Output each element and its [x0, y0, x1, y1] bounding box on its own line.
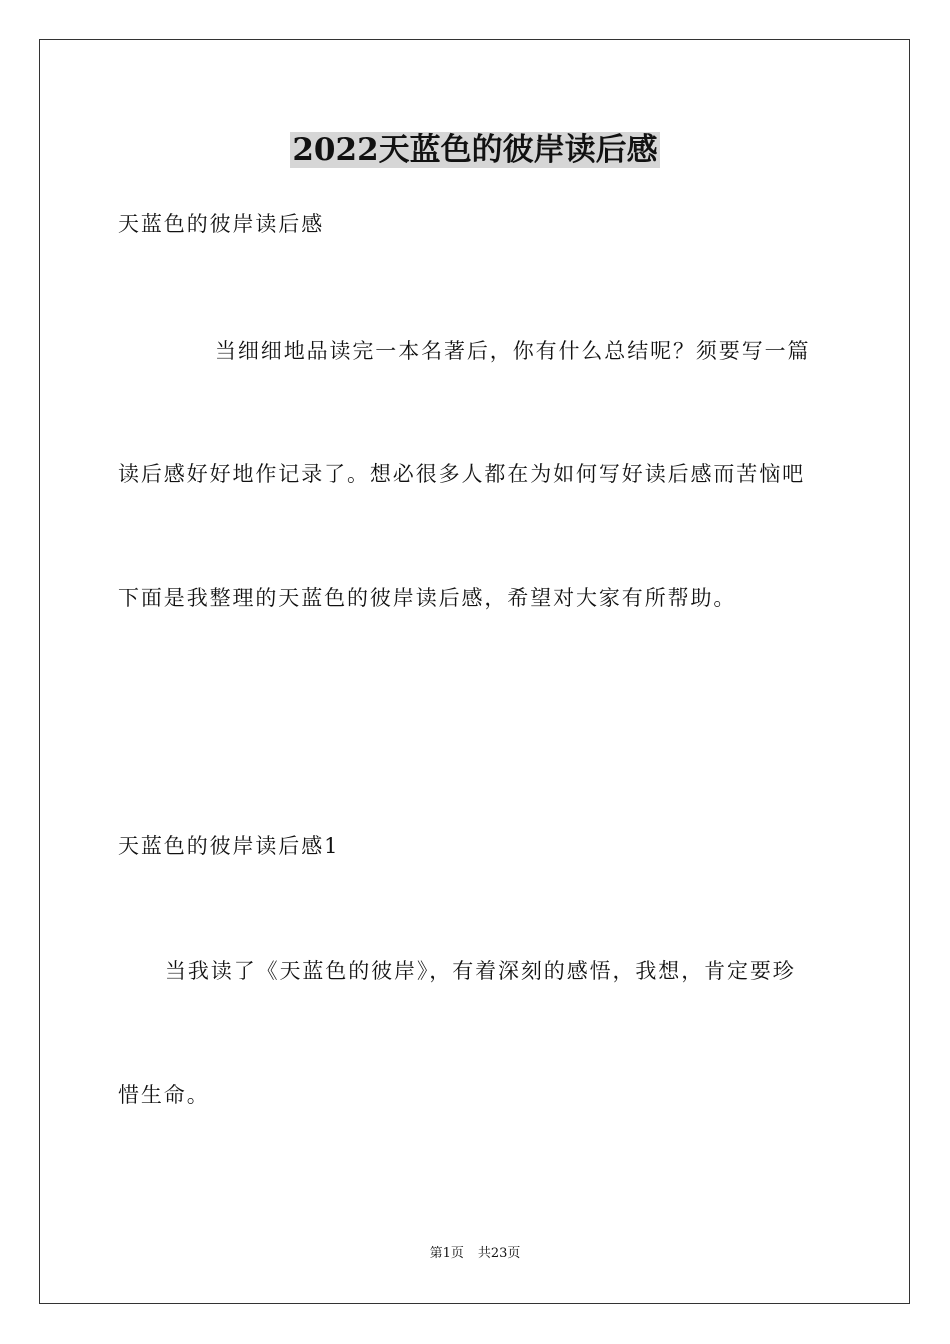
section-body-line-1: 当我读了《天蓝色的彼岸》，有着深刻的感悟，我想，肯定要珍: [165, 959, 796, 983]
section-heading: 天蓝色的彼岸读后感1: [118, 834, 340, 858]
page-footer: [0, 1245, 950, 1263]
document-subtitle: 天蓝色的彼岸读后感: [118, 212, 325, 236]
page-number: 第1页: [429, 1246, 464, 1261]
section-body-line-2: 惜生命。: [118, 1083, 210, 1107]
intro-line-2: 读后感好好地作记录了。想必很多人都在为如何写好读后感而苦恼吧: [118, 462, 805, 486]
document-title-text: 2022天蓝色的彼岸读后感: [292, 132, 658, 168]
document-title: [0, 128, 950, 172]
intro-line-3: 下面是我整理的天蓝色的彼岸读后感，希望对大家有所帮助。: [118, 586, 737, 610]
intro-line-1: 当细细地品读完一本名著后，你有什么总结呢？须要写一篇: [215, 339, 811, 363]
page-total: 共23页: [477, 1246, 521, 1261]
